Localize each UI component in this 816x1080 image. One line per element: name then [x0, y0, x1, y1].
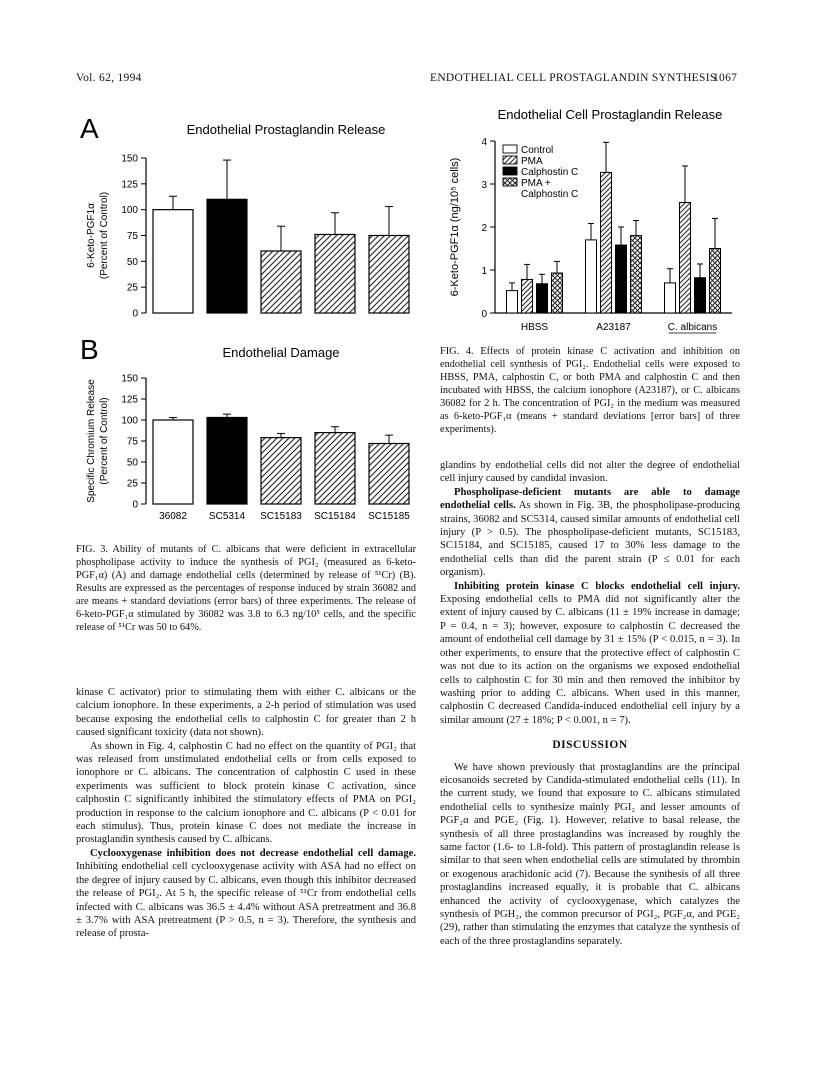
panel-b-letter: B [80, 334, 99, 365]
panel-a-bar [153, 210, 193, 313]
right-paragraph-3-body: Exposing endothelial cells to PMA did not significantly alter the extent of injury caused by C. albicans (11 ± 19% increase in damage; P = 0.4, n = 3); however, exposure to calphostin C decreased the amount of endothelial cell damage by 31 ± 15% (P < 0.015, n = 3). In other experiments, to ensure that the protective effect of calphostin C was not due to its action on the organisms we exposed endothelial cells to calphostin C for 30 min and then removed the inhibitor by washing prior to adding C. albicans. When used in this manner, calphostin C decreased Candida-induced endothelial cell injury by a similar amount (27 ± 18%; P < 0.001, n = 7). [440, 594, 740, 726]
fig4-legend-swatch [503, 145, 517, 153]
panel-b-bar [207, 417, 247, 504]
left-paragraph-3 [76, 847, 416, 941]
fig4-bar [665, 283, 676, 313]
fig4-category-label: HBSS [520, 322, 549, 333]
right-paragraph-3-heading: Inhibiting protein kinase C blocks endothelial cell injury. [454, 580, 740, 592]
fig4-bar [710, 249, 721, 314]
fig4-bar [552, 273, 563, 313]
fig4-legend-label: Calphostin C [521, 189, 579, 200]
panel-b-category-label: 36082 [159, 511, 187, 522]
fig4-bar [631, 236, 642, 313]
panel-a-y-tick-label: 0 [132, 308, 138, 320]
fig4-legend-swatch [503, 167, 517, 175]
panel-a-bar [207, 199, 247, 313]
right-paragraph-4: We have shown previously that prostaglandins are the principal eicosanoids secreted by Candida-stimulated endothelial cells (11). In the current study, we found that exposure to C. albicans stimulated endothelial cells to synthesize mainly PGI₂ and lesser amounts of PGF₂α and PGE₂ (Fig. 1). However, relative to basal release, the synthesis of all three prostaglandins was increased by roughly the same factor (1.6- to 1.8-fold). This pattern of prostaglandin release is similar to that seen when endothelial cells are stimulated by thrombin or exogenous arachidonic acid (7). Because the synthesis of all three prostaglandins increased equally, it is probable that C. albicans enhanced the activity of cyclooxygenase, which catalyzes the synthesis of PGH₂, the common precursor of PGI₂, PGF₂α, and PGE₂ (29), rather than stimulating the enzymes that catalyze the synthesis of each of the three prostaglandins separately. [440, 761, 740, 947]
fig4-category-label: C. albicans [667, 322, 718, 333]
figure3-caption: FIG. 3. Ability of mutants of C. albicans that were deficient in extracellular phospholipase activity to induce the synthesis of PGI₂ (measured as 6-keto-PGF₁α) (A) and damage endothelial cells (determined by release of ⁵¹Cr) (B). Results are expressed as the percentages of response induced by strain 36082 and are means + standard deviations (error bars) of three experiments. The release of 6-keto-PGF₁α stimulated by 36082 was 3.8 to 6.3 ng/10⁵ cells, and the specific release of ⁵¹Cr was 50 to 64%. [76, 544, 416, 633]
fig4-bar [537, 284, 548, 313]
panel-a-letter: A [80, 113, 99, 144]
right-column-text [440, 459, 740, 948]
left-paragraph-3-body: Inhibiting endothelial cell cyclooxygenase activity with ASA had no effect on the degree of injury caused by C. albicans, even though this inhibitor decreased the release of PGI₂. At 5 h, the specific release of ⁵¹Cr from endothelial cells infected with C. albicans was 36.5 ± 4.4% without ASA pretreatment and 36.8 ± 3.7% with ASA pretreatment (P > 0.5, n = 3). Therefore, the synthesis and release of prosta- [76, 861, 416, 940]
panel-b-y-tick-label: 125 [121, 394, 138, 406]
panel-a-y-tick-label: 100 [121, 205, 138, 217]
panel-b-y-tick-label: 0 [132, 499, 138, 511]
figure4-title: Endothelial Cell Prostaglandin Release [497, 107, 723, 122]
fig4-y-tick-label: 2 [481, 223, 487, 234]
panel-a-title: Endothelial Prostaglandin Release [186, 122, 386, 137]
panel-a-y-tick-label: 75 [126, 231, 138, 242]
panel-b-category-label: SC15183 [260, 511, 302, 522]
fig4-y-tick-label: 0 [481, 309, 487, 320]
left-paragraph-3-heading: Cyclooxygenase inhibition does not decrease endothelial cell damage. [90, 847, 416, 859]
discussion-heading: DISCUSSION [552, 739, 628, 752]
panel-a-y-tick-label: 50 [126, 256, 138, 268]
right-paragraph-2-heading: Phospholipase-deficient mutants are able to damage endothelial cells. [440, 486, 740, 512]
left-paragraph-2: As shown in Fig. 4, calphostin C had no effect on the quantity of PGI₂ that was released from unstimulated endothelial cells or from cells exposed to ionophore or C. albicans. The concentration of calphostin C used in these experiments was sufficient to block protein kinase C activation, since calphostin C significantly inhibited the stimulatory effects of PMA on PGI₂ production in response to the calcium ionophore and C. albicans (P < 0.01 for each stimulus). Thus, protein kinase C does not mediate the increase in prostaglandin synthesis caused by C. albicans. [76, 740, 416, 846]
right-paragraph-1: glandins by endothelial cells did not alter the degree of endothelial cell injury caused by candidal invasion. [440, 460, 740, 485]
panel-b-y-tick-label: 100 [121, 415, 138, 427]
panel-a-y-tick-label: 150 [121, 153, 138, 165]
fig4-legend-label: Calphostin C [521, 167, 579, 178]
right-paragraph-3 [440, 580, 740, 727]
fig4-bar [586, 240, 597, 313]
figure3-panel-a [76, 112, 426, 322]
panel-a-y-axis-label: 6-Keto-PGF1α [86, 203, 97, 268]
fig4-legend-label: PMA [521, 156, 543, 167]
panel-b-bar [153, 420, 193, 504]
panel-a-bar [315, 234, 355, 313]
fig4-bar [680, 202, 691, 313]
panel-b-y-axis-label: Specific Chromium Release [86, 379, 97, 503]
panel-b-y-axis-label: (Percent of Control) [99, 397, 110, 485]
fig4-legend-label: Control [521, 145, 554, 156]
panel-b-y-tick-label: 50 [126, 457, 138, 469]
fig4-bar [507, 291, 518, 313]
right-paragraph-2 [440, 486, 740, 580]
header-volume: Vol. 62, 1994 [76, 72, 142, 84]
panel-a-bar [261, 251, 301, 313]
panel-b-category-label: SC15184 [314, 511, 356, 522]
left-column-text [76, 686, 416, 941]
fig4-legend-label: PMA + [521, 178, 551, 189]
fig4-y-tick-label: 3 [481, 180, 487, 191]
right-paragraph-2-body: As shown in Fig. 3B, the phospholipase-producing strains, 36082 and SC5314, caused similar amounts of endothelial cell injury (P > 0.5). The phospholipase-deficient mutants, SC15183, SC15184, and SC15185, caused 17 to 30% less damage to the endothelial cells than did the parent strain (P ≤ 0.01 for each organism). [440, 500, 740, 579]
fig4-y-axis-label: 6-Keto-PGF1α (ng/10⁵ cells) [449, 157, 461, 297]
panel-b-y-tick-label: 150 [121, 373, 138, 385]
fig4-legend-swatch [503, 156, 517, 164]
figure3-panel-b [76, 333, 426, 533]
panel-a-y-axis-label: (Percent of Control) [99, 191, 110, 280]
header-page-number: 1067 [713, 72, 738, 84]
panel-b-category-label: SC5314 [208, 511, 246, 522]
panel-b-title: Endothelial Damage [222, 345, 340, 360]
panel-b-bar [261, 438, 301, 504]
fig4-y-tick-label: 4 [481, 137, 487, 148]
fig4-y-tick-label: 1 [481, 266, 487, 277]
panel-a-y-tick-label: 25 [126, 282, 138, 294]
figure4-chart [440, 103, 740, 343]
panel-b-y-tick-label: 75 [126, 436, 138, 448]
fig4-bar [601, 172, 612, 313]
left-paragraph-1: kinase C activator) prior to stimulating them with either C. albicans or the calcium ionophore. In these experiments, a 2-h period of stimulation was used because exposing the endothelial cells to calphostin C for greater than 2 h caused significant toxicity (data not shown). [76, 687, 416, 739]
panel-a-bar [369, 236, 409, 314]
panel-a-y-tick-label: 125 [121, 179, 138, 191]
fig4-category-label: A23187 [596, 322, 631, 333]
fig4-legend-swatch [503, 178, 517, 186]
figure4-caption: FIG. 4. Effects of protein kinase C activation and inhibition on endothelial cell synthesis of PGI₂. Endothelial cells were exposed to HBSS, PMA, calphostin C, or both PMA and calphostin C and then incubated with HBSS, the calcium ionophore (A23187), or C. albicans 36082 for 2 h. The concentration of PGI₂ in the medium was measured as 6-keto-PGF₁α (means + standard deviations [error bars] of three experiments). [440, 346, 740, 435]
header-title: ENDOTHELIAL CELL PROSTAGLANDIN SYNTHESIS [430, 72, 717, 84]
panel-b-bar [369, 444, 409, 504]
panel-b-y-tick-label: 25 [126, 478, 138, 490]
fig4-bar [522, 279, 533, 313]
panel-b-bar [315, 433, 355, 504]
panel-b-category-label: SC15185 [368, 511, 410, 522]
fig4-bar [695, 278, 706, 313]
fig4-bar [616, 245, 627, 313]
